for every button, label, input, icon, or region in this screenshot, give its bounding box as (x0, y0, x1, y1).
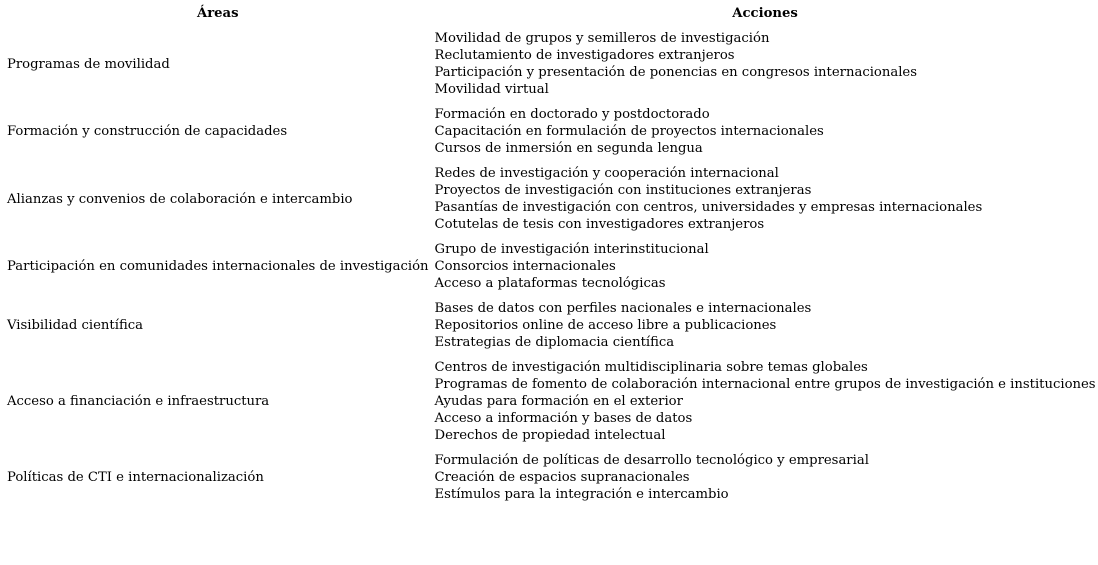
area-cell: Visibilidad científica (7, 318, 143, 333)
action-item: Bases de datos con perfiles nacionales e internacionales (434, 301, 812, 316)
table-body (4, 30, 1098, 511)
areas-actions-table (4, 4, 1098, 511)
table-row (4, 165, 1098, 241)
action-item: Derechos de propiedad intelectual (434, 428, 666, 443)
area-cell: Programas de movilidad (7, 56, 170, 72)
table-row (4, 452, 1098, 511)
header-acciones: Acciones (732, 6, 798, 21)
action-item: Cotutelas de tesis con investigadores extranjeros (434, 217, 765, 232)
area-cell: Políticas de CTI e internacionalización (7, 470, 264, 485)
actions-cell (432, 452, 1098, 511)
actions-cell (432, 106, 1098, 165)
header-areas: Áreas (196, 6, 239, 21)
action-item: Ayudas para formación en el exterior (434, 394, 683, 409)
area-cell: Formación y construcción de capacidades (7, 124, 288, 139)
table-row (4, 30, 1098, 106)
action-item: Formulación de políticas de desarrollo tecnológico y empresarial (434, 453, 869, 468)
table-row (4, 359, 1098, 452)
action-item: Acceso a información y bases de datos (434, 411, 693, 426)
action-item: Pasantías de investigación con centros, universidades y empresas internacionales (434, 200, 983, 215)
table-row (4, 106, 1098, 165)
actions-cell (432, 300, 1098, 359)
action-item: Estímulos para la integración e intercambio (434, 487, 729, 502)
action-item: Grupo de investigación interinstitucional (434, 242, 709, 257)
area-cell: Acceso a financiación e infraestructura (7, 394, 270, 409)
actions-cell (432, 241, 1098, 300)
table-row (4, 300, 1098, 359)
action-item: Consorcios internacionales (434, 259, 616, 274)
action-item: Creación de espacios supranacionales (434, 470, 690, 485)
action-item: Capacitación en formulación de proyectos internacionales (434, 124, 824, 139)
action-item: Reclutamiento de investigadores extranjeros (434, 48, 735, 63)
action-item: Movilidad de grupos y semilleros de investigación (434, 31, 770, 46)
table-header (4, 4, 1098, 30)
action-item: Proyectos de investigación con instituciones extranjeras (434, 183, 812, 198)
header-row (4, 4, 1098, 30)
action-item: Participación y presentación de ponencias en congresos internacionales (434, 65, 918, 80)
area-cell: Participación en comunidades internacionales de investigación (7, 259, 429, 274)
action-item: Acceso a plataformas tecnológicas (434, 276, 666, 291)
action-item: Repositorios online de acceso libre a publicaciones (434, 318, 777, 333)
action-item: Estrategias de diplomacia científica (434, 335, 675, 350)
table-row (4, 241, 1098, 300)
action-item: Redes de investigación y cooperación internacional (434, 166, 779, 181)
action-item: Movilidad virtual (434, 82, 549, 97)
action-item: Cursos de inmersión en segunda lengua (434, 141, 703, 156)
actions-cell (432, 30, 1098, 106)
actions-cell (432, 359, 1098, 452)
action-item: Programas de fomento de colaboración internacional entre grupos de investigación e instituciones (434, 377, 1096, 392)
actions-cell (432, 165, 1098, 241)
action-item: Centros de investigación multidisciplinaria sobre temas globales (434, 360, 868, 375)
action-item: Formación en doctorado y postdoctorado (434, 107, 710, 122)
area-cell: Alianzas y convenios de colaboración e intercambio (7, 191, 353, 207)
